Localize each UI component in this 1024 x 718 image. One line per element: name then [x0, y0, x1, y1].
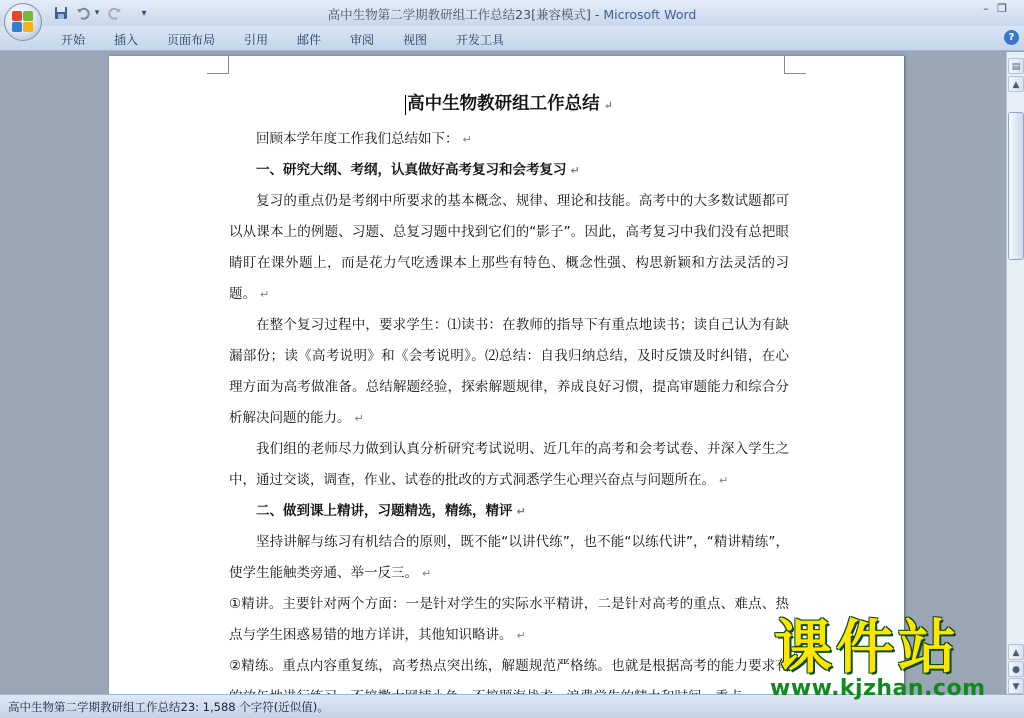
paragraph-mark: ↵: [570, 164, 580, 177]
ruler-toggle-icon[interactable]: ▤: [1008, 58, 1024, 74]
tab-mailings[interactable]: 邮件: [297, 33, 322, 47]
heading-1: [229, 155, 789, 186]
paragraph: [229, 589, 789, 651]
paragraph-mark: ↵: [719, 474, 729, 487]
paragraph-mark: ↵: [603, 99, 613, 112]
title-separator: -: [590, 7, 604, 22]
title-bar: [0, 0, 1024, 26]
paragraph-mark: ↵: [354, 412, 364, 425]
status-text: 高中生物第二学期教研组工作总结23: 1,588 个字符(近似值)。: [8, 700, 329, 714]
heading-text: 二、做到课上精讲，习题精选，精练，精评: [256, 503, 513, 519]
undo-dropdown-icon[interactable]: ▾: [94, 8, 100, 18]
paragraph-mark: ↵: [516, 505, 526, 518]
office-logo-icon: [12, 11, 34, 33]
customize-quick-access-icon[interactable]: ▾: [141, 7, 147, 19]
next-page-icon[interactable]: ▼: [1008, 678, 1024, 694]
tab-insert[interactable]: 插入: [114, 33, 139, 47]
select-browse-object-icon[interactable]: ●: [1008, 661, 1024, 677]
paragraph-mark: ↵: [422, 567, 432, 580]
paragraph-text: 复习的重点仍是考纲中所要求的基本概念、规律、理论和技能。高考中的大多数试题都可以从课本上的例题、习题、总复习题中找到它们的“影子”。因此，高考复习中我们没有总把眼睛盯在课外题上，而是花力气吃透课本上那些有特色、概念性强、构思新颖和方法灵活的习题。: [229, 193, 789, 302]
paragraph-mark: ↵: [462, 133, 472, 146]
compat-mode: [兼容模式]: [531, 7, 591, 22]
watermark-brand: 课件站: [774, 613, 961, 681]
vertical-scrollbar[interactable]: [1006, 52, 1024, 694]
heading-text: 一、研究大纲、考纲，认真做好高考复习和会考复习: [256, 162, 567, 178]
ribbon-tabs: [0, 26, 1024, 51]
app-name: Microsoft Word: [603, 7, 697, 22]
paragraph-text: ②精练。重点内容重复练，高考热点突出练，解题规范严格练。也就是根据高考的能力要求有: [229, 658, 789, 674]
paragraph: [229, 527, 789, 589]
tab-references[interactable]: 引用: [244, 33, 269, 47]
paragraph-text: 在整个复习过程中，要求学生：⑴读书：在教师的指导下有重点地读书；读自己认为有缺漏部份；读《高考说明》和《会考说明》。⑵总结：自我归纳总结，及时反馈及时纠错，在心理方面为高考做准备。总结解题经验，探索解题规律，养成良好习惯，提高审题能力和综合分析解决问题的能力。: [229, 317, 789, 426]
crop-mark-right: [784, 56, 806, 74]
paragraph: [229, 310, 789, 434]
tab-developer[interactable]: 开发工具: [456, 33, 505, 47]
paragraph-mark: ↵: [516, 629, 526, 642]
document-title: [229, 84, 789, 124]
paragraph-text: 坚持讲解与练习有机结合的原则，既不能“以讲代练”，也不能“以练代讲”，“精讲精练”，使学生能触类旁通、举一反三。: [229, 534, 789, 581]
window-title: [0, 5, 1024, 23]
watermark-url: www.kjzhan.com: [770, 676, 986, 701]
paragraph-text: ①精讲。主要针对两个方面：一是针对学生的实际水平精讲，二是针对高考的重点、难点、热点与学生困惑易错的地方详讲，其他知识略讲。: [229, 596, 789, 643]
scroll-thumb[interactable]: [1008, 112, 1024, 260]
office-button[interactable]: [4, 3, 42, 41]
document-area: [0, 52, 1006, 694]
crop-mark-left: [207, 56, 229, 74]
paragraph-text: 我们组的老师尽力做到认真分析研究考试说明、近几年的高考和会考试卷、并深入学生之中，通过交谈，调查，作业、试卷的批改的方式洞悉学生心理兴奋点与问题所在。: [229, 441, 789, 488]
document-body[interactable]: [229, 84, 789, 713]
paragraph-mark: ↵: [260, 288, 270, 301]
tab-home[interactable]: 开始: [61, 33, 86, 47]
tab-view[interactable]: 视图: [403, 33, 428, 47]
document-name: 高中生物第二学期教研组工作总结23: [327, 7, 532, 22]
paragraph: [229, 434, 789, 496]
scroll-up-icon[interactable]: ▲: [1008, 76, 1024, 92]
tab-page-layout[interactable]: 页面布局: [167, 33, 216, 47]
paragraph-intro: [229, 124, 789, 155]
help-icon[interactable]: ?: [1004, 30, 1019, 45]
restore-button[interactable]: ❐: [997, 2, 1007, 15]
minimize-button[interactable]: –: [983, 2, 989, 15]
previous-page-icon[interactable]: ▲: [1008, 644, 1024, 660]
heading-2: [229, 496, 789, 527]
paragraph: [229, 186, 789, 310]
paragraph-text: 回顾本学年度工作我们总结如下：: [256, 131, 459, 147]
document-title-text: 高中生物教研组工作总结: [407, 94, 600, 114]
text-cursor: [405, 95, 406, 115]
tab-review[interactable]: 审阅: [350, 33, 375, 47]
